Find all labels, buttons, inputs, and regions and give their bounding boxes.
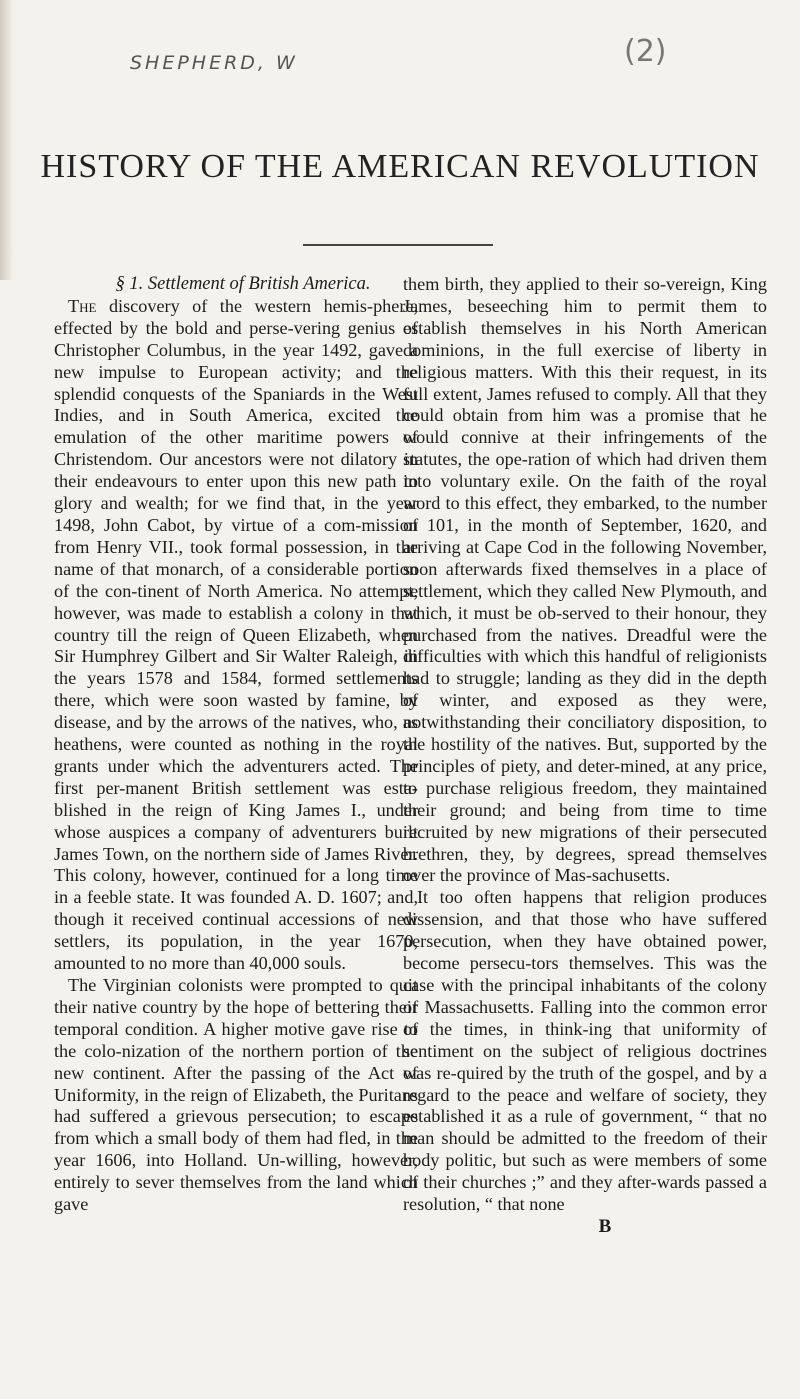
left-paragraph-1-text: discovery of the western hemis-phere, effected by the bold and perse-vering genius of Christopher Columbus, in the year 1492, gave a new impulse to European activity; and the splendid conquests of the Spaniards in the West Indies, and in South America, excited the emulation of the other maritime powers of Christendom. Our ancestors were not dilatory in their endeavours to enter upon this new path to glory and wealth; for we find that, in the year 1498, John Cabot, by virtue of a com-mission from Henry VII., took formal possession, in the name of that monarch, of a considerable portion of the con-tinent of North America. No attempt, however, was made to establish a colony in that country till the reign of Queen Elizabeth, when Sir Humphrey Gilbert and Sir Walter Raleigh, in the years 1578 and 1584, formed settlements there, which were soon wasted by famine, by disease, and by the arrows of the natives, who, as heathens, were counted as nothing in the royal grants under which the adventurers acted. The first per-manent British settlement was esta-blished in the reign of King James I., under whose auspices a company of adventurers built James Town, on the northern side of James River. This colony, however, continued for a long time in a feeble state. It was founded A. D. 1607; and, though it received continual accessions of new settlers, its population, in the year 1670, amounted to no more than 40,000 souls. [54, 295, 419, 974]
right-paragraph-1: them birth, they applied to their so-vereign, King James, beseeching him to permit them to establish themselves in his North American dominions, in the full exercise of liberty in religious matters. With this their request, in its full extent, James refused to comply. All that they could obtain from him was a promise that he would connive at their infringements of the statutes, the ope-ration of which had driven them into voluntary exile. On the faith of the royal word to this effect, they embarked, to the number of 101, in the month of September, 1620, and arriving at Cape Cod in the following November, soon afterwards fixed themselves in a place of settlement, which they called New Plymouth, and which, it must be ob-served to their honour, they purchased from the natives. Dreadful were the difficulties with which this handful of religionists had to struggle; landing as they did in the depth of winter, and exposed as they were, notwithstanding their conciliatory disposition, to the hostility of the natives. But, supported by the principles of piety, and deter-mined, at any price, to purchase religious freedom, they maintained their ground; and being from time to time recruited by new migrations of their persecuted brethren, they, by degrees, spread themselves over the province of Mas-sachusetts. [403, 274, 767, 886]
right-column [403, 274, 767, 1238]
running-title: HISTORY OF THE AMERICAN REVOLUTION [40, 148, 760, 185]
left-paragraph-2: The Virginian colonists were prompted to quit their native country by the hope of bettering their temporal condition. A higher motive gave rise to the colo-nization of the northern portion of the new continent. After the passing of the Act of Uniformity, in the reign of Elizabeth, the Puritans had suffered a grievous persecution; to escape from which a small body of them had fled, in the year 1606, into Holland. Un-willing, however, entirely to sever themselves from the land which gave [54, 975, 418, 1215]
page-number-mark: (2) [624, 34, 667, 69]
page-spine-shadow [0, 0, 14, 280]
title-rule [303, 244, 493, 246]
left-column [54, 274, 418, 1216]
left-paragraph-1 [54, 296, 418, 975]
section-heading: § 1. Settlement of British America. [115, 274, 371, 294]
lead-word: The [68, 295, 97, 316]
handwritten-note: SHEPHERD, W [130, 52, 298, 74]
right-paragraph-2: It too often happens that religion produces dissension, and that those who have suffered persecution, when they have obtained power, become persecu-tors themselves. This was the case with the principal inhabitants of the colony of Massachusetts. Falling into the common error of the times, in think-ing that uniformity of sentiment on the subject of religious doctrines was re-quired by the truth of the gospel, and by a regard to the peace and welfare of society, they established it as a rule of government, “ that no man should be admitted to the freedom of their body politic, but such as were members of some of their churches ;” and they after-wards passed a resolution, “ that none [403, 887, 767, 1215]
signature-mark: B [598, 1215, 612, 1237]
